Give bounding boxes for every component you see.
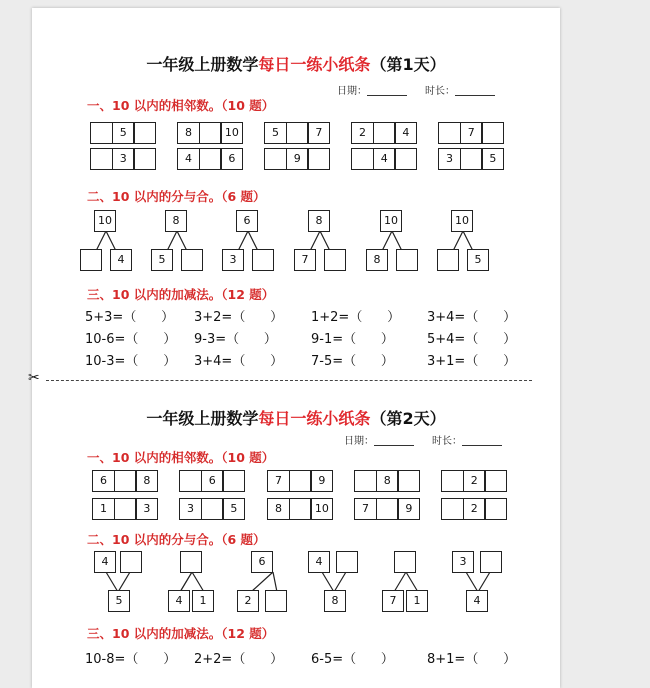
day1-date-field: 日期：: [337, 82, 407, 97]
day1-equation: 3+4=（ ）: [194, 354, 284, 369]
day2-number-bond: 4 8: [306, 551, 362, 615]
day2-neighbor-group: 2: [441, 498, 507, 520]
day2-neighbor-group: 1 3: [92, 498, 158, 520]
worksheet-page: [32, 8, 560, 688]
day1-equation: 3+4=（ ）: [427, 310, 517, 325]
day1-neighbor-group: 3: [90, 148, 156, 170]
day1-number-bond: 6 3: [220, 210, 276, 274]
day2-equation: 10-8=（ ）: [85, 652, 177, 667]
day1-number-bond: 8 7: [292, 210, 348, 274]
day2-number-bond: 4 1: [164, 551, 220, 615]
day2-neighbor-group: 7 9: [354, 498, 420, 520]
day1-equation: 10-3=（ ）: [85, 354, 177, 369]
day1-equation: 1+2=（ ）: [311, 310, 401, 325]
day1-equation: 5+4=（ ）: [427, 332, 517, 347]
day2-neighbor-group: 6: [179, 470, 245, 492]
day2-time-field: 时长：: [432, 432, 502, 447]
day1-section1-heading: 一、10 以内的相邻数。（10 题）: [87, 98, 275, 113]
day1-neighbor-group: 4: [351, 148, 417, 170]
day1-equation: 5+3=（ ）: [85, 310, 175, 325]
day2-neighbor-group: 8: [354, 470, 420, 492]
day2-number-bond: 3 4: [450, 551, 506, 615]
day2-section3-heading: 三、10 以内的加减法。（12 题）: [87, 626, 275, 641]
day2-neighbor-group: 8 10: [267, 498, 333, 520]
day2-section2-heading: 二、10 以内的分与合。（6 题）: [87, 532, 266, 547]
day2-title: 一年级上册数学每日一练小纸条（第2天）: [146, 409, 446, 428]
day2-number-bond: 2 6: [235, 551, 291, 615]
day1-neighbor-group: 3 5: [438, 148, 504, 170]
day1-title: 一年级上册数学每日一练小纸条（第1天）: [146, 55, 446, 74]
day1-neighbor-group: 2 4: [351, 122, 417, 144]
day1-equation: 3+2=（ ）: [194, 310, 284, 325]
day1-number-bond: 10 8: [364, 210, 420, 274]
day1-equation: 3+1=（ ）: [427, 354, 517, 369]
day1-number-bond: 8 5: [149, 210, 205, 274]
day1-equation: 9-3=（ ）: [194, 332, 277, 347]
day2-equation: 6-5=（ ）: [311, 652, 394, 667]
day1-neighbor-group: 5 7: [264, 122, 330, 144]
day1-time-field: 时长：: [425, 82, 495, 97]
day2-neighbor-group: 2: [441, 470, 507, 492]
day1-equation: 9-1=（ ）: [311, 332, 394, 347]
day2-equation: 8+1=（ ）: [427, 652, 517, 667]
day1-neighbor-group: 9: [264, 148, 330, 170]
day2-date-field: 日期：: [344, 432, 414, 447]
day1-number-bond: 10 5: [435, 210, 491, 274]
day2-equation: 2+2=（ ）: [194, 652, 284, 667]
day1-neighbor-group: 8 10: [177, 122, 243, 144]
cut-line-divider: [28, 370, 532, 387]
day2-neighbor-group: 7 9: [267, 470, 333, 492]
day1-section3-heading: 三、10 以内的加减法。（12 题）: [87, 287, 275, 302]
day2-neighbor-group: 3 5: [179, 498, 245, 520]
day1-section2-heading: 二、10 以内的分与合。（6 题）: [87, 189, 266, 204]
day1-neighbor-group: 5: [90, 122, 156, 144]
day1-neighbor-group: 7: [438, 122, 504, 144]
day2-section1-heading: 一、10 以内的相邻数。（10 题）: [87, 450, 275, 465]
day1-neighbor-group: 4 6: [177, 148, 243, 170]
day1-equation: 10-6=（ ）: [85, 332, 177, 347]
scissors-icon: ✂: [28, 370, 40, 386]
day1-equation: 7-5=（ ）: [311, 354, 394, 369]
day2-number-bond: 7 1: [378, 551, 434, 615]
day2-neighbor-group: 6 8: [92, 470, 158, 492]
day2-number-bond: 4 5: [90, 551, 146, 615]
day1-number-bond: 10 4: [78, 210, 134, 274]
